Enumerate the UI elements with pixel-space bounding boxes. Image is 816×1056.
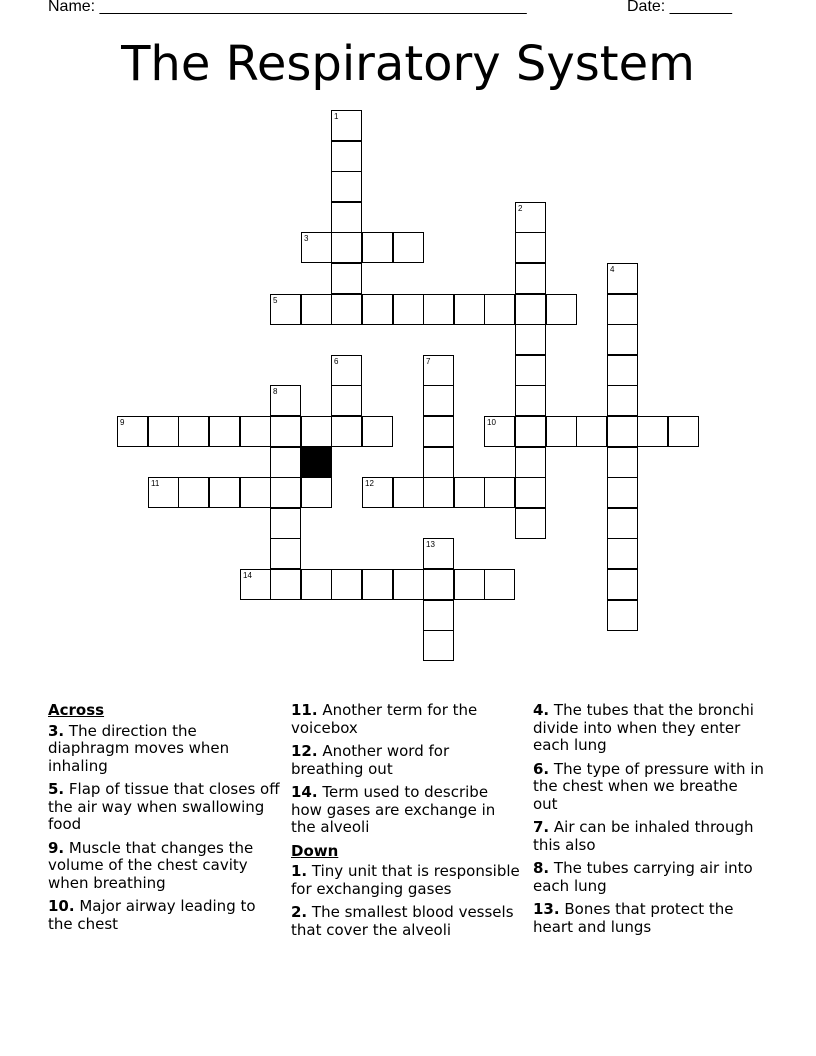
grid-cell[interactable]	[331, 110, 362, 141]
grid-cell[interactable]	[515, 232, 546, 263]
grid-cell[interactable]	[209, 416, 240, 447]
grid-cell[interactable]	[362, 416, 393, 447]
clue-down-2: 2. The smallest blood vessels that cover the alveoli	[291, 903, 514, 939]
clue-number: 8	[273, 387, 278, 396]
grid-cell[interactable]	[331, 202, 362, 233]
grid-cell[interactable]	[637, 416, 668, 447]
grid-cell[interactable]	[423, 385, 454, 416]
across-heading: Across	[48, 701, 105, 719]
grid-cell[interactable]	[393, 232, 424, 263]
grid-cell[interactable]	[607, 385, 638, 416]
grid-cell[interactable]	[117, 416, 148, 447]
clue-number: 9	[120, 418, 125, 427]
clue-number: 7	[426, 357, 431, 366]
grid-cell[interactable]	[270, 385, 301, 416]
grid-cell[interactable]	[546, 416, 577, 447]
grid-cell[interactable]	[301, 477, 332, 508]
clue-number: 3	[304, 234, 309, 243]
grid-cell[interactable]	[515, 324, 546, 355]
grid-cell[interactable]	[270, 538, 301, 569]
grid-cell[interactable]	[423, 538, 454, 569]
grid-cell[interactable]	[393, 294, 424, 325]
grid-cell[interactable]	[607, 355, 638, 386]
grid-cell[interactable]	[331, 385, 362, 416]
grid-cell[interactable]	[607, 447, 638, 478]
clue-across-11: 11. Another term for the voicebox	[291, 701, 478, 737]
grid-cell[interactable]	[515, 263, 546, 294]
clues-column-2	[291, 702, 523, 945]
clue-down-1: 1. Tiny unit that is responsible for exchanging gases	[291, 862, 520, 898]
name-field: Name: ________________________________________________	[48, 0, 527, 15]
grid-cell[interactable]	[515, 294, 546, 325]
grid-cell[interactable]	[301, 569, 332, 600]
grid-cell[interactable]	[607, 477, 638, 508]
clue-down-4: 4. The tubes that the bronchi divide into when they enter each lung	[533, 701, 754, 754]
clue-number: 10	[487, 418, 496, 427]
clue-down-13: 13. Bones that protect the heart and lungs	[533, 900, 734, 936]
down-heading: Down	[291, 841, 339, 860]
grid-cell[interactable]	[423, 416, 454, 447]
clue-number: 4	[610, 265, 615, 274]
grid-cell[interactable]	[454, 569, 485, 600]
grid-cell[interactable]	[270, 477, 301, 508]
grid-cell[interactable]	[331, 355, 362, 386]
grid-cell[interactable]	[148, 477, 179, 508]
grid-cell[interactable]	[331, 263, 362, 294]
grid-cell[interactable]	[423, 477, 454, 508]
grid-cell[interactable]	[393, 477, 424, 508]
grid-cell[interactable]	[209, 477, 240, 508]
grid-cell[interactable]	[423, 294, 454, 325]
grid-cell[interactable]	[515, 416, 546, 447]
grid-cell[interactable]	[515, 355, 546, 386]
grid-cell[interactable]	[546, 294, 577, 325]
grid-cell[interactable]	[515, 477, 546, 508]
grid-cell[interactable]	[607, 263, 638, 294]
grid-cell[interactable]	[331, 294, 362, 325]
grid-cell[interactable]	[331, 232, 362, 263]
clue-down-8: 8. The tubes carrying air into each lung	[533, 859, 753, 895]
clue-number: 12	[365, 479, 374, 488]
grid-cell[interactable]	[515, 508, 546, 539]
grid-cell[interactable]	[607, 508, 638, 539]
grid-cell[interactable]	[607, 538, 638, 569]
clue-across-12: 12. Another word for breathing out	[291, 742, 450, 778]
grid-cell[interactable]	[240, 416, 271, 447]
grid-cell[interactable]	[240, 477, 271, 508]
grid-cell[interactable]	[423, 447, 454, 478]
grid-cell[interactable]	[178, 477, 209, 508]
clue-across-9: 9. Muscle that changes the volume of the chest cavity when breathing	[48, 838, 254, 892]
clue-number: 5	[273, 296, 278, 305]
clue-down-6: 6. The type of pressure with in the chest when we breathe out	[533, 759, 764, 813]
grid-cell[interactable]	[362, 232, 393, 263]
grid-cell[interactable]	[362, 294, 393, 325]
clue-across-14: 14. Term used to describe how gases are exchange in the alveoli	[291, 783, 496, 836]
grid-cell[interactable]	[515, 202, 546, 233]
grid-cell[interactable]	[270, 569, 301, 600]
page-title: The Respiratory System	[121, 36, 695, 92]
grid-cell[interactable]	[178, 416, 209, 447]
grid-cell[interactable]	[423, 630, 454, 661]
grid-cell[interactable]	[148, 416, 179, 447]
grid-cell[interactable]	[607, 294, 638, 325]
grid-cell[interactable]	[515, 447, 546, 478]
grid-cell[interactable]	[331, 171, 362, 202]
grid-cell[interactable]	[270, 416, 301, 447]
clue-across-3: 3. The direction the diaphragm moves when inhaling	[48, 721, 230, 775]
grid-cell[interactable]	[423, 355, 454, 386]
grid-cell[interactable]	[607, 416, 638, 447]
clue-number: 13	[426, 540, 435, 549]
grid-cell[interactable]	[270, 508, 301, 539]
grid-cell[interactable]	[362, 569, 393, 600]
clue-down-7: 7. Air can be inhaled through this also	[533, 818, 754, 854]
grid-cell[interactable]	[393, 569, 424, 600]
grid-cell[interactable]	[331, 141, 362, 172]
grid-cell[interactable]	[301, 416, 332, 447]
grid-cell[interactable]	[423, 569, 454, 600]
clue-across-10: 10. Major airway leading to the chest	[48, 897, 256, 933]
clue-number: 2	[518, 204, 523, 213]
clue-number: 11	[151, 479, 160, 488]
grid-cell[interactable]	[240, 569, 271, 600]
grid-cell[interactable]	[301, 232, 332, 263]
clue-across-5: 5. Flap of tissue that closes off the air way when swallowing food	[48, 780, 280, 833]
grid-cell[interactable]	[484, 477, 515, 508]
grid-cell[interactable]	[607, 569, 638, 600]
clue-number: 1	[334, 112, 339, 121]
grid-cell[interactable]	[301, 294, 332, 325]
grid-cell[interactable]	[607, 324, 638, 355]
grid-cell[interactable]	[515, 385, 546, 416]
grid-cell[interactable]	[270, 447, 301, 478]
black-cell	[301, 447, 332, 478]
grid-cell[interactable]	[484, 416, 515, 447]
grid-cell[interactable]	[484, 569, 515, 600]
grid-cell[interactable]	[484, 294, 515, 325]
grid-cell[interactable]	[331, 416, 362, 447]
clue-number: 6	[334, 357, 339, 366]
grid-cell[interactable]	[362, 477, 393, 508]
grid-cell[interactable]	[454, 477, 485, 508]
grid-cell[interactable]	[607, 600, 638, 631]
clues-column-1	[48, 702, 280, 939]
grid-cell[interactable]	[576, 416, 607, 447]
clues-column-3	[533, 702, 765, 942]
date-field: Date: _______	[627, 0, 732, 15]
clue-number: 14	[243, 571, 252, 580]
grid-cell[interactable]	[454, 294, 485, 325]
grid-cell[interactable]	[331, 569, 362, 600]
grid-cell[interactable]	[270, 294, 301, 325]
grid-cell[interactable]	[423, 600, 454, 631]
grid-cell[interactable]	[668, 416, 699, 447]
